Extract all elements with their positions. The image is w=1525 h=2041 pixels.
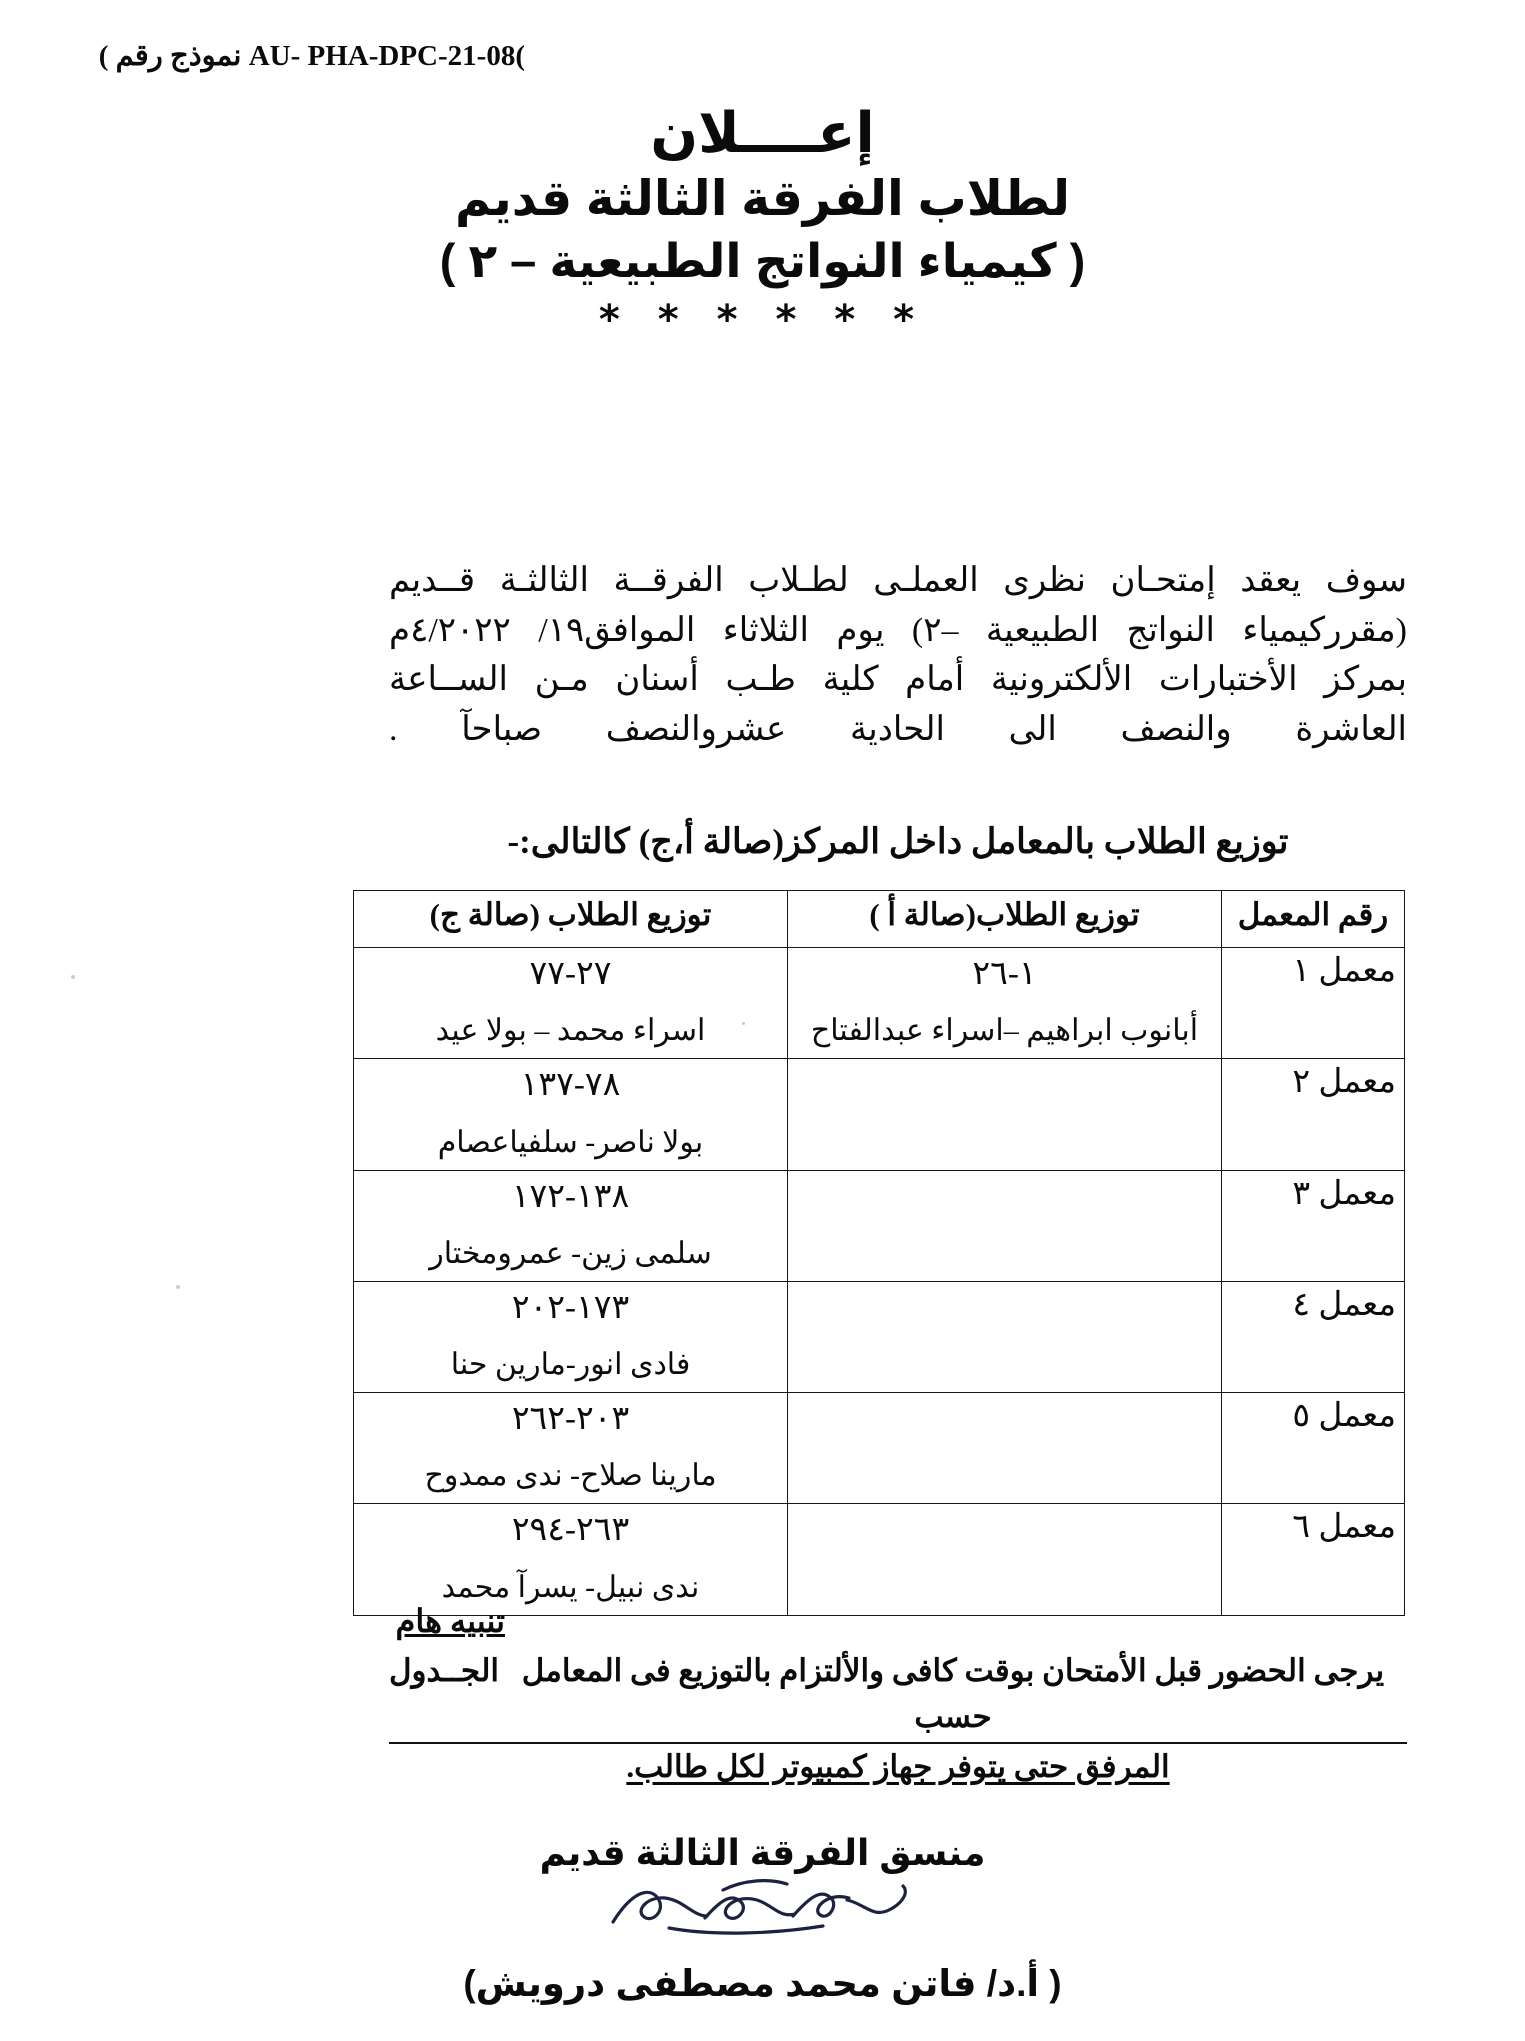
cell-lab-number: معمل ٤	[1222, 1281, 1405, 1392]
cell-hall-a	[788, 948, 1222, 1059]
announcement-body	[389, 556, 1407, 755]
hall-g-names: فادى انور-مارين حنا	[450, 1348, 691, 1381]
form-code-label: نموذج رقم )	[98, 40, 242, 72]
form-code-value: AU- PHA-DPC-21-08	[248, 40, 516, 72]
hall-g-range: ١٧٣-٢٠٢	[511, 1289, 630, 1326]
hall-g-range: ٧٨-١٣٧	[520, 1067, 621, 1104]
hall-a-range: ١-٢٦	[972, 956, 1037, 992]
hall-g-range: ٢٧-٧٧	[529, 956, 612, 992]
body-line-3	[389, 655, 1407, 705]
header-hall-g: توزيع الطلاب (صالة ج)	[354, 891, 788, 948]
heading-course: ( كيمياء النواتج الطبيعية – ٢ )	[439, 233, 1086, 287]
cell-lab-number: معمل ٢	[1222, 1059, 1405, 1170]
table-body	[354, 948, 1405, 1616]
heading-announcement: إعــــلان	[650, 101, 875, 164]
form-code-close: (	[515, 40, 525, 72]
hall-g-range: ١٣٨-١٧٢	[511, 1178, 630, 1215]
notice-heading: تنبيه هام	[395, 1603, 505, 1639]
table-header-row	[354, 891, 1405, 948]
cell-hall-g	[354, 1170, 788, 1281]
table-row	[354, 1059, 1405, 1170]
body-line-3-start: بمركز الأختبارات الألكترونية أمام كلية طـب أسنان مـن	[534, 661, 1408, 699]
hall-g-names: بولا ناصر- سلفياعصام	[437, 1125, 704, 1159]
cell-lab-number: معمل ٣	[1222, 1170, 1405, 1281]
header-hall-a: توزيع الطلاب(صالة أ )	[788, 891, 1222, 948]
title-block	[0, 100, 1525, 343]
header-lab-number: رقم المعمل	[1222, 891, 1405, 948]
body-line-2: (مقرركيمياء النواتج الطبيعية –٢) يوم الثلاثاء الموافق١٩/ ٤/٢٠٢٢م	[389, 611, 1407, 649]
table-head	[354, 891, 1405, 948]
body-line-4: العاشرة والنصف الى الحادية عشروالنصف صباحآ .	[389, 710, 1407, 748]
cell-hall-g	[354, 1504, 788, 1615]
cell-lab-number: معمل ١	[1222, 948, 1405, 1059]
body-line-3-end: الســاعة	[389, 661, 508, 699]
handwritten-signature-icon	[0, 1872, 1525, 1944]
body-line-1-start: سوف يعقد إمتحـان نظرى العملـى لطـلاب الفرقــة الثالثـة	[499, 562, 1407, 599]
body-line-1	[389, 556, 1407, 606]
cell-hall-a	[788, 1170, 1222, 1281]
table-row	[354, 1393, 1405, 1504]
table-row	[354, 948, 1405, 1059]
scan-speck	[742, 1022, 745, 1025]
hall-g-range: ٢٠٣-٢٦٢	[511, 1401, 630, 1437]
cell-hall-a	[788, 1504, 1222, 1615]
body-line-1-end: قــديم	[389, 562, 476, 599]
hall-a-names: أبانوب ابراهيم –اسراء عبدالفتاح	[810, 1014, 1199, 1048]
notice-line-2: المرفق حتى يتوفر جهاز كمبيوتر لكل طالب.	[626, 1748, 1170, 1784]
cell-hall-g	[354, 1059, 788, 1170]
notice-body	[389, 1648, 1407, 1790]
heading-audience: لطلاب الفرقة الثالثة قديم	[454, 172, 1071, 227]
notice-line-1	[389, 1648, 1407, 1744]
table-row	[354, 1504, 1405, 1615]
hall-g-names: سلمى زين- عمرومختار	[429, 1236, 712, 1270]
hall-g-names: مارينا صلاح- ندى ممدوح	[424, 1459, 717, 1493]
scan-speck	[71, 975, 75, 979]
cell-hall-g	[354, 1393, 788, 1504]
signature-role: منسق الفرقة الثالثة قديم	[539, 1832, 986, 1873]
hall-g-range: ٢٦٣-٢٩٤	[511, 1512, 630, 1549]
signature-name: ( أ.د/ فاتن محمد مصطفى درويش)	[463, 1963, 1062, 2004]
notice-line-1-end: الجــدول	[389, 1653, 499, 1688]
table-lead-in: توزيع الطلاب بالمعامل داخل المركز(صالة أ،ج) كالتالى:-	[507, 822, 1289, 861]
decorative-stars: * * * * * *	[598, 296, 927, 343]
hall-g-names: اسراء محمد – بولا عيد	[435, 1014, 706, 1048]
cell-hall-g	[354, 948, 788, 1059]
notice-line-1-start: يرجى الحضور قبل الأمتحان بوقت كافى والألتزام بالتوزيع فى المعامل حسب	[521, 1653, 1385, 1734]
cell-hall-a	[788, 1281, 1222, 1392]
table-row	[354, 1281, 1405, 1392]
cell-hall-g	[354, 1281, 788, 1392]
cell-hall-a	[788, 1059, 1222, 1170]
hall-g-names: ندى نبيل- يسرآ محمد	[441, 1570, 700, 1604]
distribution-table	[353, 890, 1405, 1616]
table-row	[354, 1170, 1405, 1281]
scan-speck	[176, 1285, 180, 1289]
cell-lab-number: معمل ٥	[1222, 1393, 1405, 1504]
cell-hall-a	[788, 1393, 1222, 1504]
cell-lab-number: معمل ٦	[1222, 1504, 1405, 1615]
form-code	[98, 38, 525, 73]
